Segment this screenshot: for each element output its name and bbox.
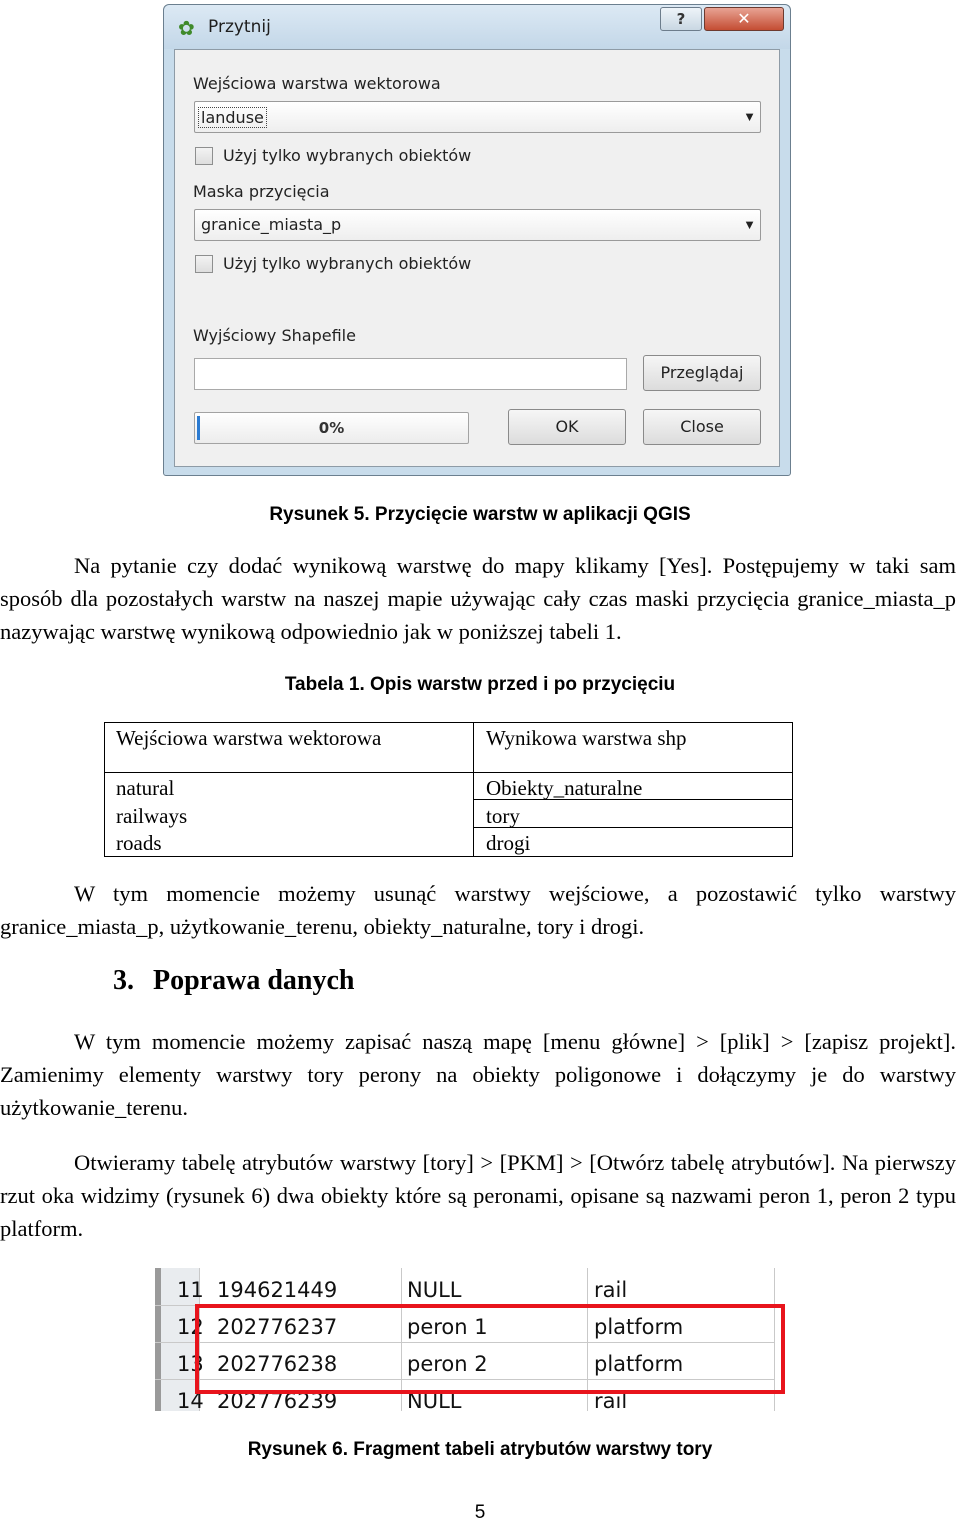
dialog-body [174, 49, 780, 467]
table-cell-type[interactable]: rail [594, 1278, 628, 1302]
table-divider [105, 772, 792, 773]
close-button[interactable]: Close [643, 409, 761, 445]
table-1-caption: Tabela 1. Opis warstw przed i po przycięciu [284, 674, 676, 695]
table-cell: natural [116, 776, 175, 800]
figure-5-caption: Rysunek 5. Przycięcie warstw w aplikacji QGIS [269, 504, 691, 525]
paragraph-4: Otwieramy tabelę atrybutów warstwy [tory] > [PKM] > [Otwórz tabelę atrybutów]. Na pierwszy rzut oka widzimy (rysunek 6) dwa obiekty które są peronami, opisane są nazwami peron 1, peron 2 typu platform. [0, 1150, 956, 1241]
table-cell-name[interactable]: NULL [407, 1389, 462, 1411]
dialog-title: Przytnij [208, 17, 271, 37]
page-number: 5 [474, 1502, 486, 1523]
clip-dialog-window [163, 4, 791, 476]
row-number[interactable]: 11 [177, 1278, 204, 1302]
dialog-titlebar[interactable] [164, 5, 790, 49]
table-divider [473, 723, 474, 856]
section-number: 3. [113, 965, 134, 996]
checkbox-box[interactable] [195, 147, 213, 165]
row-number[interactable]: 14 [177, 1389, 204, 1411]
table-cell-id[interactable]: 194621449 [217, 1278, 338, 1302]
figure-6-caption: Rysunek 6. Fragment tabeli atrybutów warstwy tory [247, 1439, 713, 1460]
platform-rows-highlight [195, 1304, 785, 1394]
table-cell-id[interactable]: 202776237 [217, 1315, 338, 1339]
progress-text: 0% [318, 419, 345, 437]
table-cell: tory [486, 804, 520, 828]
checkbox-label: Użyj tylko wybranych obiektów [223, 146, 472, 165]
section-title: Poprawa danych [153, 965, 355, 996]
paragraph-3: W tym momencie możemy zapisać naszą mapę [menu główne] > [plik] > [zapisz projekt]. Zamienimy elementy warstwy tory perony na obiekty poligonowe i dołączymy je do warstwy użytkowanie_terenu. [0, 1029, 956, 1120]
table-divider [473, 827, 792, 828]
input-layer-value: landuse [198, 107, 267, 128]
table-cell-id[interactable]: 202776239 [217, 1389, 338, 1411]
input-layer-label: Wejściowa warstwa wektorowa [193, 74, 441, 93]
table-cell-id[interactable]: 202776238 [217, 1352, 338, 1376]
table-cell-type[interactable]: platform [594, 1352, 684, 1376]
output-shapefile-input[interactable] [194, 358, 627, 390]
table-cell: drogi [486, 831, 531, 855]
table-cell-type[interactable]: rail [594, 1389, 628, 1411]
checkbox-label: Użyj tylko wybranych obiektów [223, 254, 472, 273]
chevron-down-icon: ▼ [743, 109, 756, 124]
table-cell: railways [116, 804, 188, 828]
table-cell: Obiekty_naturalne [486, 776, 643, 800]
table-cell-name[interactable]: peron 2 [407, 1352, 488, 1376]
clip-mask-combo[interactable] [194, 209, 761, 241]
table-cell-type[interactable]: platform [594, 1315, 684, 1339]
paragraph-1: Na pytanie czy dodać wynikową warstwę do mapy klikamy [Yes]. Postępujemy w taki sam sposób dla pozostałych warstw na naszej mapie używając cały czas maski przycięcia granice_miasta_p nazywając warstwę wynikową odpowiednio jak w poniższej tabeli 1. [0, 553, 956, 644]
qgis-tool-icon: ✿ [178, 18, 195, 40]
table-cell: roads [116, 831, 162, 855]
paragraph-2: W tym momencie możemy usunąć warstwy wejściowe, a pozostawić tylko warstwy granice_miasta_p, użytkowanie_terenu, obiekty_naturalne, tory i drogi. [0, 881, 956, 939]
output-shapefile-label: Wyjściowy Shapefile [193, 326, 356, 345]
table-cell-name[interactable]: NULL [407, 1278, 462, 1302]
table-header-cell: Wynikowa warstwa shp [486, 726, 687, 750]
chevron-down-icon: ▼ [743, 217, 756, 232]
clip-mask-value: granice_miasta_p [201, 215, 342, 234]
selected-only-checkbox-2[interactable] [195, 254, 495, 276]
checkbox-box[interactable] [195, 255, 213, 273]
table-cell-name[interactable]: peron 1 [407, 1315, 488, 1339]
input-layer-combo[interactable] [194, 101, 761, 133]
section-heading [113, 965, 354, 997]
table-1 [104, 722, 793, 857]
progress-bar [194, 412, 469, 444]
selected-only-checkbox-1[interactable] [195, 146, 495, 168]
browse-button[interactable]: Przeglądaj [643, 355, 761, 391]
clip-mask-label: Maska przycięcia [193, 182, 330, 201]
row-number[interactable]: 13 [177, 1352, 204, 1376]
window-close-button[interactable]: ✕ [704, 7, 784, 31]
help-button[interactable]: ? [660, 7, 702, 31]
table-header-cell: Wejściowa warstwa wektorowa [116, 726, 382, 750]
ok-button[interactable]: OK [508, 409, 626, 445]
row-number[interactable]: 12 [177, 1315, 204, 1339]
